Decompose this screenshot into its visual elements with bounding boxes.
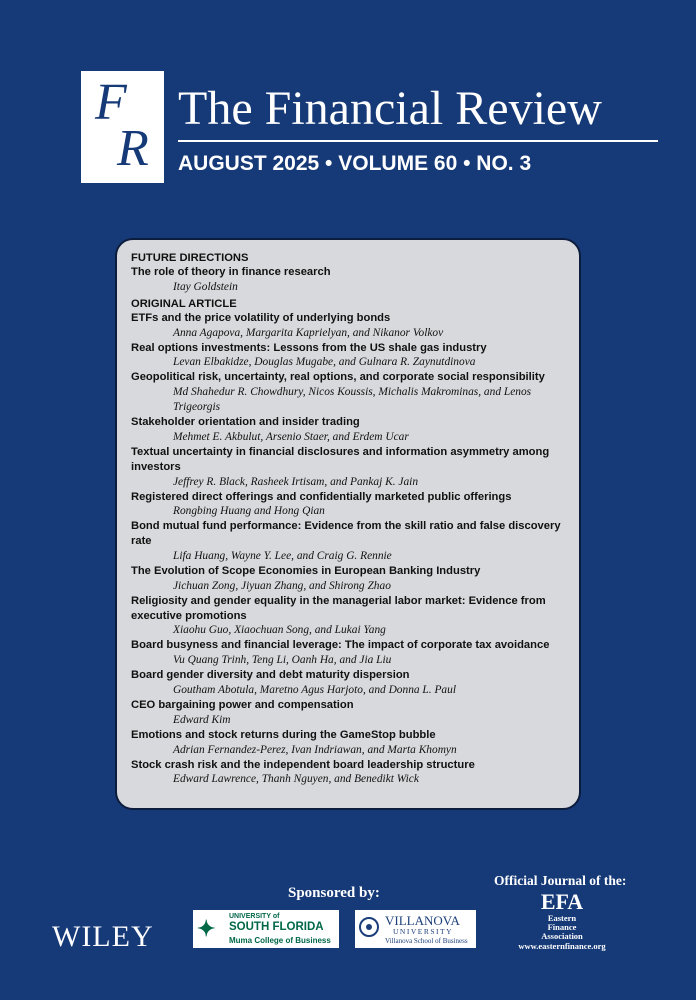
journal-title: The Financial Review bbox=[178, 82, 602, 135]
usf-line-2: SOUTH FLORIDA bbox=[229, 921, 324, 933]
article-title: The Evolution of Scope Economies in European Banking Industry bbox=[131, 564, 481, 577]
villanova-logo bbox=[355, 910, 476, 948]
article-authors: Jeffrey R. Black, Rasheek Irtisam, and Pankaj K. Jain bbox=[173, 475, 419, 488]
article-authors: Jichuan Zong, Jiyuan Zhang, and Shirong Zhao bbox=[173, 579, 391, 592]
article-title: ETFs and the price volatility of underlying bonds bbox=[131, 311, 391, 324]
article-title: Board busyness and financial leverage: The impact of corporate tax avoidance bbox=[131, 639, 550, 652]
efa-logo bbox=[500, 890, 624, 952]
logo-letter-f: F bbox=[95, 74, 127, 131]
journal-logo bbox=[81, 71, 164, 183]
article-title: Board gender diversity and debt maturity dispersion bbox=[131, 669, 410, 682]
article-authors: Rongbing Huang and Hong Qian bbox=[173, 505, 325, 518]
article-title: Emotions and stock returns during the GameStop bubble bbox=[131, 728, 436, 741]
article-authors: Levan Elbakidze, Douglas Mugabe, and Gulnara R. Zaynutdinova bbox=[173, 356, 476, 369]
article-authors: Edward Kim bbox=[173, 713, 231, 726]
logo-letter-r: R bbox=[117, 120, 149, 177]
article-authors: Md Shahedur R. Chowdhury, Nicos Koussis, Michalis Makrominas, and Lenos Trigeorgis bbox=[173, 386, 532, 414]
article-authors: Edward Lawrence, Thanh Nguyen, and Benedikt Wick bbox=[173, 773, 419, 786]
sponsored-by-label: Sponsored by: bbox=[288, 885, 380, 901]
article-authors: Anna Agapova, Margarita Kaprielyan, and Nikanor Volkov bbox=[173, 326, 444, 339]
article-authors: Vu Quang Trinh, Teng Li, Oanh Ha, and Jia Liu bbox=[173, 654, 392, 667]
villanova-seal-icon bbox=[359, 917, 379, 937]
efa-line-1: Eastern bbox=[547, 913, 577, 923]
toc-section-heading: FUTURE DIRECTIONS bbox=[131, 252, 249, 264]
article-title: Stakeholder orientation and insider trading bbox=[131, 416, 360, 429]
article-title: Geopolitical risk, uncertainty, real options, and corporate social responsibility bbox=[131, 371, 545, 384]
article-title: Real options investments: Lessons from the US shale gas industry bbox=[131, 341, 487, 354]
efa-url: www.easternfinance.org bbox=[518, 941, 606, 951]
article-title: Registered direct offerings and confidentially marketed public offerings bbox=[131, 490, 512, 503]
efa-line-3: Association bbox=[541, 931, 583, 941]
article-authors: Xiaohu Guo, Xiaochuan Song, and Lukai Yang bbox=[173, 624, 386, 637]
article-authors: Itay Goldstein bbox=[173, 280, 238, 293]
article-title: Bond mutual fund performance: Evidence from the skill ratio and false discovery rate bbox=[131, 520, 561, 548]
article-title: CEO bargaining power and compensation bbox=[131, 698, 354, 711]
usf-line-3: Muma College of Business bbox=[229, 936, 331, 945]
article-title: Stock crash risk and the independent board leadership structure bbox=[131, 758, 475, 771]
villanova-line-1: VILLANOVA bbox=[385, 913, 460, 928]
article-authors: Adrian Fernandez-Perez, Ivan Indriawan, and Marta Khomyn bbox=[173, 743, 457, 756]
efa-line-2: Finance bbox=[547, 922, 577, 932]
official-journal-label: Official Journal of the: bbox=[494, 873, 627, 888]
article-title: Textual uncertainty in financial disclosures and information asymmetry among investors bbox=[131, 445, 550, 473]
usf-bull-icon: ✦ bbox=[197, 916, 216, 941]
article-authors: Lifa Huang, Wayne Y. Lee, and Craig G. Rennie bbox=[173, 549, 392, 562]
title-divider bbox=[178, 140, 658, 142]
article-title: Religiosity and gender equality in the managerial labor market: Evidence from executive promotions bbox=[131, 594, 546, 622]
toc-section-heading: ORIGINAL ARTICLE bbox=[131, 297, 237, 310]
wiley-logo: WILEY bbox=[52, 920, 154, 953]
usf-line-1: UNIVERSITY of bbox=[229, 913, 280, 920]
efa-abbr: EFA bbox=[540, 889, 584, 914]
article-title: The role of theory in finance research bbox=[131, 266, 331, 278]
villanova-line-3: Villanova School of Business bbox=[385, 937, 468, 945]
article-authors: Mehmet E. Akbulut, Arsenio Staer, and Erdem Ucar bbox=[173, 430, 409, 443]
table-of-contents bbox=[115, 238, 581, 810]
article-authors: Goutham Abotula, Maretno Agus Harjoto, and Donna L. Paul bbox=[173, 683, 456, 696]
issue-line: AUGUST 2025 • VOLUME 60 • NO. 3 bbox=[178, 152, 532, 175]
villanova-line-2: UNIVERSITY bbox=[393, 927, 453, 936]
usf-logo bbox=[193, 910, 339, 948]
